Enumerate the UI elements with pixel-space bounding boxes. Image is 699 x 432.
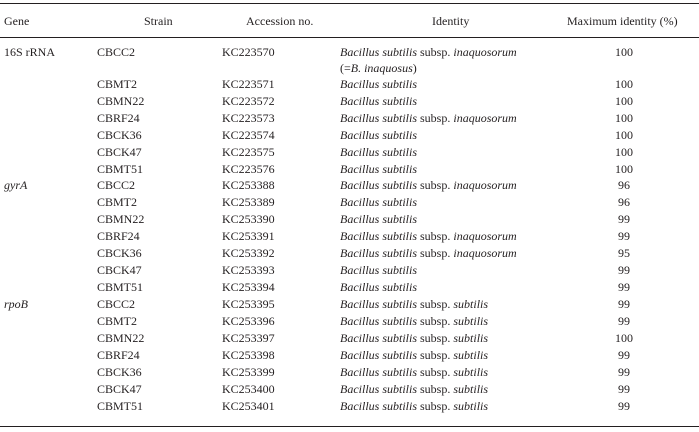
max-identity-cell: 96 (618, 178, 630, 192)
identity-cell (340, 364, 488, 380)
identity-cell (340, 161, 417, 177)
max-identity-cell: 99 (618, 297, 630, 311)
species-name: Bacillus subtilis (340, 314, 418, 328)
species-name: Bacillus subtilis (340, 382, 418, 396)
accession-cell: KC223572 (222, 94, 275, 108)
gene-cell: gyrA (4, 178, 28, 192)
accession-cell: KC223570 (222, 45, 275, 59)
identity-cell (340, 76, 417, 92)
max-identity-cell: 99 (618, 348, 630, 362)
table-row (0, 161, 699, 177)
subspecies-name: inaquosorum (453, 111, 517, 125)
strain-cell: CBMT51 (97, 280, 144, 294)
accession-cell: KC253392 (222, 246, 275, 260)
subsp-abbrev: subsp. (420, 229, 451, 243)
strain-cell: CBCK36 (97, 128, 142, 142)
strain-cell: CBCC2 (97, 297, 136, 311)
identity-cell (340, 228, 517, 244)
species-name: Bacillus subtilis (340, 145, 418, 159)
subspecies-name: subtilis (453, 365, 489, 379)
header-strain: Strain (144, 14, 173, 28)
identity-cell (340, 262, 417, 278)
strain-cell: CBRF24 (97, 229, 140, 243)
table-row (0, 44, 699, 75)
header-rule (0, 37, 699, 38)
subspecies-name: inaquosorum (453, 229, 517, 243)
table-row (0, 110, 699, 126)
max-identity-cell: 100 (615, 77, 633, 91)
subspecies-name: subtilis (453, 348, 489, 362)
strain-cell: CBMN22 (97, 331, 145, 345)
bottom-rule (0, 426, 699, 427)
max-identity-cell: 100 (615, 45, 633, 59)
identity-cell (340, 127, 417, 143)
species-name: Bacillus subtilis (340, 399, 418, 413)
accession-cell: KC253395 (222, 297, 275, 311)
subsp-abbrev: subsp. (420, 45, 451, 59)
subsp-abbrev: subsp. (420, 399, 451, 413)
strain-cell: CBMT2 (97, 195, 138, 209)
strain-cell: CBRF24 (97, 111, 140, 125)
top-rule (0, 3, 699, 4)
identity-cell (340, 144, 417, 160)
table-row (0, 381, 699, 397)
species-name: Bacillus subtilis (340, 331, 418, 345)
subsp-abbrev: subsp. (420, 314, 451, 328)
max-identity-cell: 99 (618, 365, 630, 379)
table-row (0, 313, 699, 329)
table-row (0, 228, 699, 244)
subspecies-name: subtilis (453, 382, 489, 396)
strain-cell: CBMN22 (97, 212, 145, 226)
identity-cell (340, 398, 488, 414)
accession-cell: KC223571 (222, 77, 275, 91)
accession-cell: KC253389 (222, 195, 275, 209)
identity-cell (340, 330, 488, 346)
identity-cell (340, 347, 488, 363)
accession-cell: KC253394 (222, 280, 275, 294)
max-identity-cell: 100 (615, 111, 633, 125)
accession-cell: KC223576 (222, 162, 275, 176)
subspecies-name: subtilis (453, 297, 489, 311)
table-row (0, 211, 699, 227)
gene-cell: 16S rRNA (4, 45, 56, 59)
strain-cell: CBRF24 (97, 348, 140, 362)
table-row (0, 76, 699, 92)
subsp-abbrev: subsp. (420, 365, 451, 379)
table-row (0, 194, 699, 210)
identity-cell (340, 296, 488, 312)
subsp-abbrev: subsp. (420, 246, 451, 260)
max-identity-cell: 96 (618, 195, 630, 209)
identity-cell (340, 211, 417, 227)
species-name: Bacillus subtilis (340, 297, 418, 311)
species-name: Bacillus subtilis (340, 348, 418, 362)
accession-cell: KC253398 (222, 348, 275, 362)
species-name: Bacillus subtilis (340, 246, 418, 260)
species-name: Bacillus subtilis (340, 280, 418, 294)
gene-cell: rpoB (4, 297, 28, 311)
max-identity-cell: 99 (618, 280, 630, 294)
strain-cell: CBMT51 (97, 162, 144, 176)
table-row (0, 93, 699, 109)
subsp-abbrev: subsp. (420, 331, 451, 345)
table-row (0, 398, 699, 414)
subspecies-name: inaquosorum (453, 178, 517, 192)
subsp-abbrev: subsp. (420, 382, 451, 396)
accession-cell: KC223573 (222, 111, 275, 125)
max-identity-cell: 99 (618, 229, 630, 243)
subspecies-name: inaquosorum (453, 45, 517, 59)
subsp-abbrev: subsp. (420, 178, 451, 192)
accession-cell: KC223574 (222, 128, 275, 142)
strain-cell: CBCK47 (97, 263, 142, 277)
strain-cell: CBCK47 (97, 382, 142, 396)
max-identity-cell: 99 (618, 263, 630, 277)
accession-cell: KC253393 (222, 263, 275, 277)
species-name: Bacillus subtilis (340, 195, 418, 209)
species-name: Bacillus subtilis (340, 45, 418, 59)
species-name: Bacillus subtilis (340, 77, 418, 91)
identity-cell (340, 313, 488, 329)
identity-cell (340, 93, 417, 109)
max-identity-cell: 100 (615, 94, 633, 108)
identity-cell (340, 194, 417, 210)
table-row (0, 144, 699, 160)
identity-cell (340, 177, 517, 193)
accession-cell: KC253391 (222, 229, 275, 243)
table-row (0, 245, 699, 261)
header-gene: Gene (4, 14, 30, 28)
strain-cell: CBCK36 (97, 365, 142, 379)
strain-cell: CBMN22 (97, 94, 145, 108)
header-max-identity: Maximum identity (%) (567, 14, 678, 28)
subspecies-name: subtilis (453, 399, 489, 413)
species-name: Bacillus subtilis (340, 263, 418, 277)
subspecies-name: inaquosorum (453, 246, 517, 260)
table-row (0, 177, 699, 193)
max-identity-cell: 100 (615, 162, 633, 176)
max-identity-cell: 99 (618, 382, 630, 396)
table-row (0, 279, 699, 295)
identity-cell (340, 381, 488, 397)
accession-cell: KC253388 (222, 178, 275, 192)
table-row (0, 347, 699, 363)
species-name: Bacillus subtilis (340, 178, 418, 192)
accession-cell: KC253390 (222, 212, 275, 226)
identity-cell (340, 44, 517, 60)
max-identity-cell: 95 (618, 246, 630, 260)
species-name: Bacillus subtilis (340, 229, 418, 243)
accession-cell: KC253401 (222, 399, 275, 413)
subspecies-name: subtilis (453, 314, 489, 328)
subspecies-name: subtilis (453, 331, 489, 345)
accession-cell: KC223575 (222, 145, 275, 159)
table-row (0, 127, 699, 143)
accession-cell: KC253400 (222, 382, 275, 396)
table-row (0, 330, 699, 346)
subsp-abbrev: subsp. (420, 348, 451, 362)
max-identity-cell: 99 (618, 212, 630, 226)
accession-cell: KC253396 (222, 314, 275, 328)
identity-cell (340, 110, 517, 126)
strain-cell: CBMT2 (97, 314, 138, 328)
strain-cell: CBMT2 (97, 77, 138, 91)
strain-cell: CBMT51 (97, 399, 144, 413)
identity-synonym: (=B. inaquosus) (340, 61, 417, 75)
identity-cell (340, 245, 517, 261)
identity-cell (340, 279, 417, 295)
accession-cell: KC253397 (222, 331, 275, 345)
subsp-abbrev: subsp. (420, 111, 451, 125)
max-identity-cell: 99 (618, 314, 630, 328)
subsp-abbrev: subsp. (420, 297, 451, 311)
strain-cell: CBCC2 (97, 45, 136, 59)
species-name: Bacillus subtilis (340, 111, 418, 125)
species-name: Bacillus subtilis (340, 162, 418, 176)
species-name: Bacillus subtilis (340, 128, 418, 142)
species-name: Bacillus subtilis (340, 94, 418, 108)
species-name: Bacillus subtilis (340, 212, 418, 226)
accession-cell: KC253399 (222, 365, 275, 379)
max-identity-cell: 100 (615, 331, 633, 345)
strain-cell: CBCK47 (97, 145, 142, 159)
max-identity-cell: 100 (615, 128, 633, 142)
header-identity: Identity (432, 14, 470, 28)
max-identity-cell: 99 (618, 399, 630, 413)
strain-cell: CBCC2 (97, 178, 136, 192)
table-row (0, 364, 699, 380)
table-row (0, 262, 699, 278)
max-identity-cell: 100 (615, 145, 633, 159)
table-row (0, 296, 699, 312)
strain-cell: CBCK36 (97, 246, 142, 260)
species-name: Bacillus subtilis (340, 365, 418, 379)
header-accession: Accession no. (246, 14, 314, 28)
